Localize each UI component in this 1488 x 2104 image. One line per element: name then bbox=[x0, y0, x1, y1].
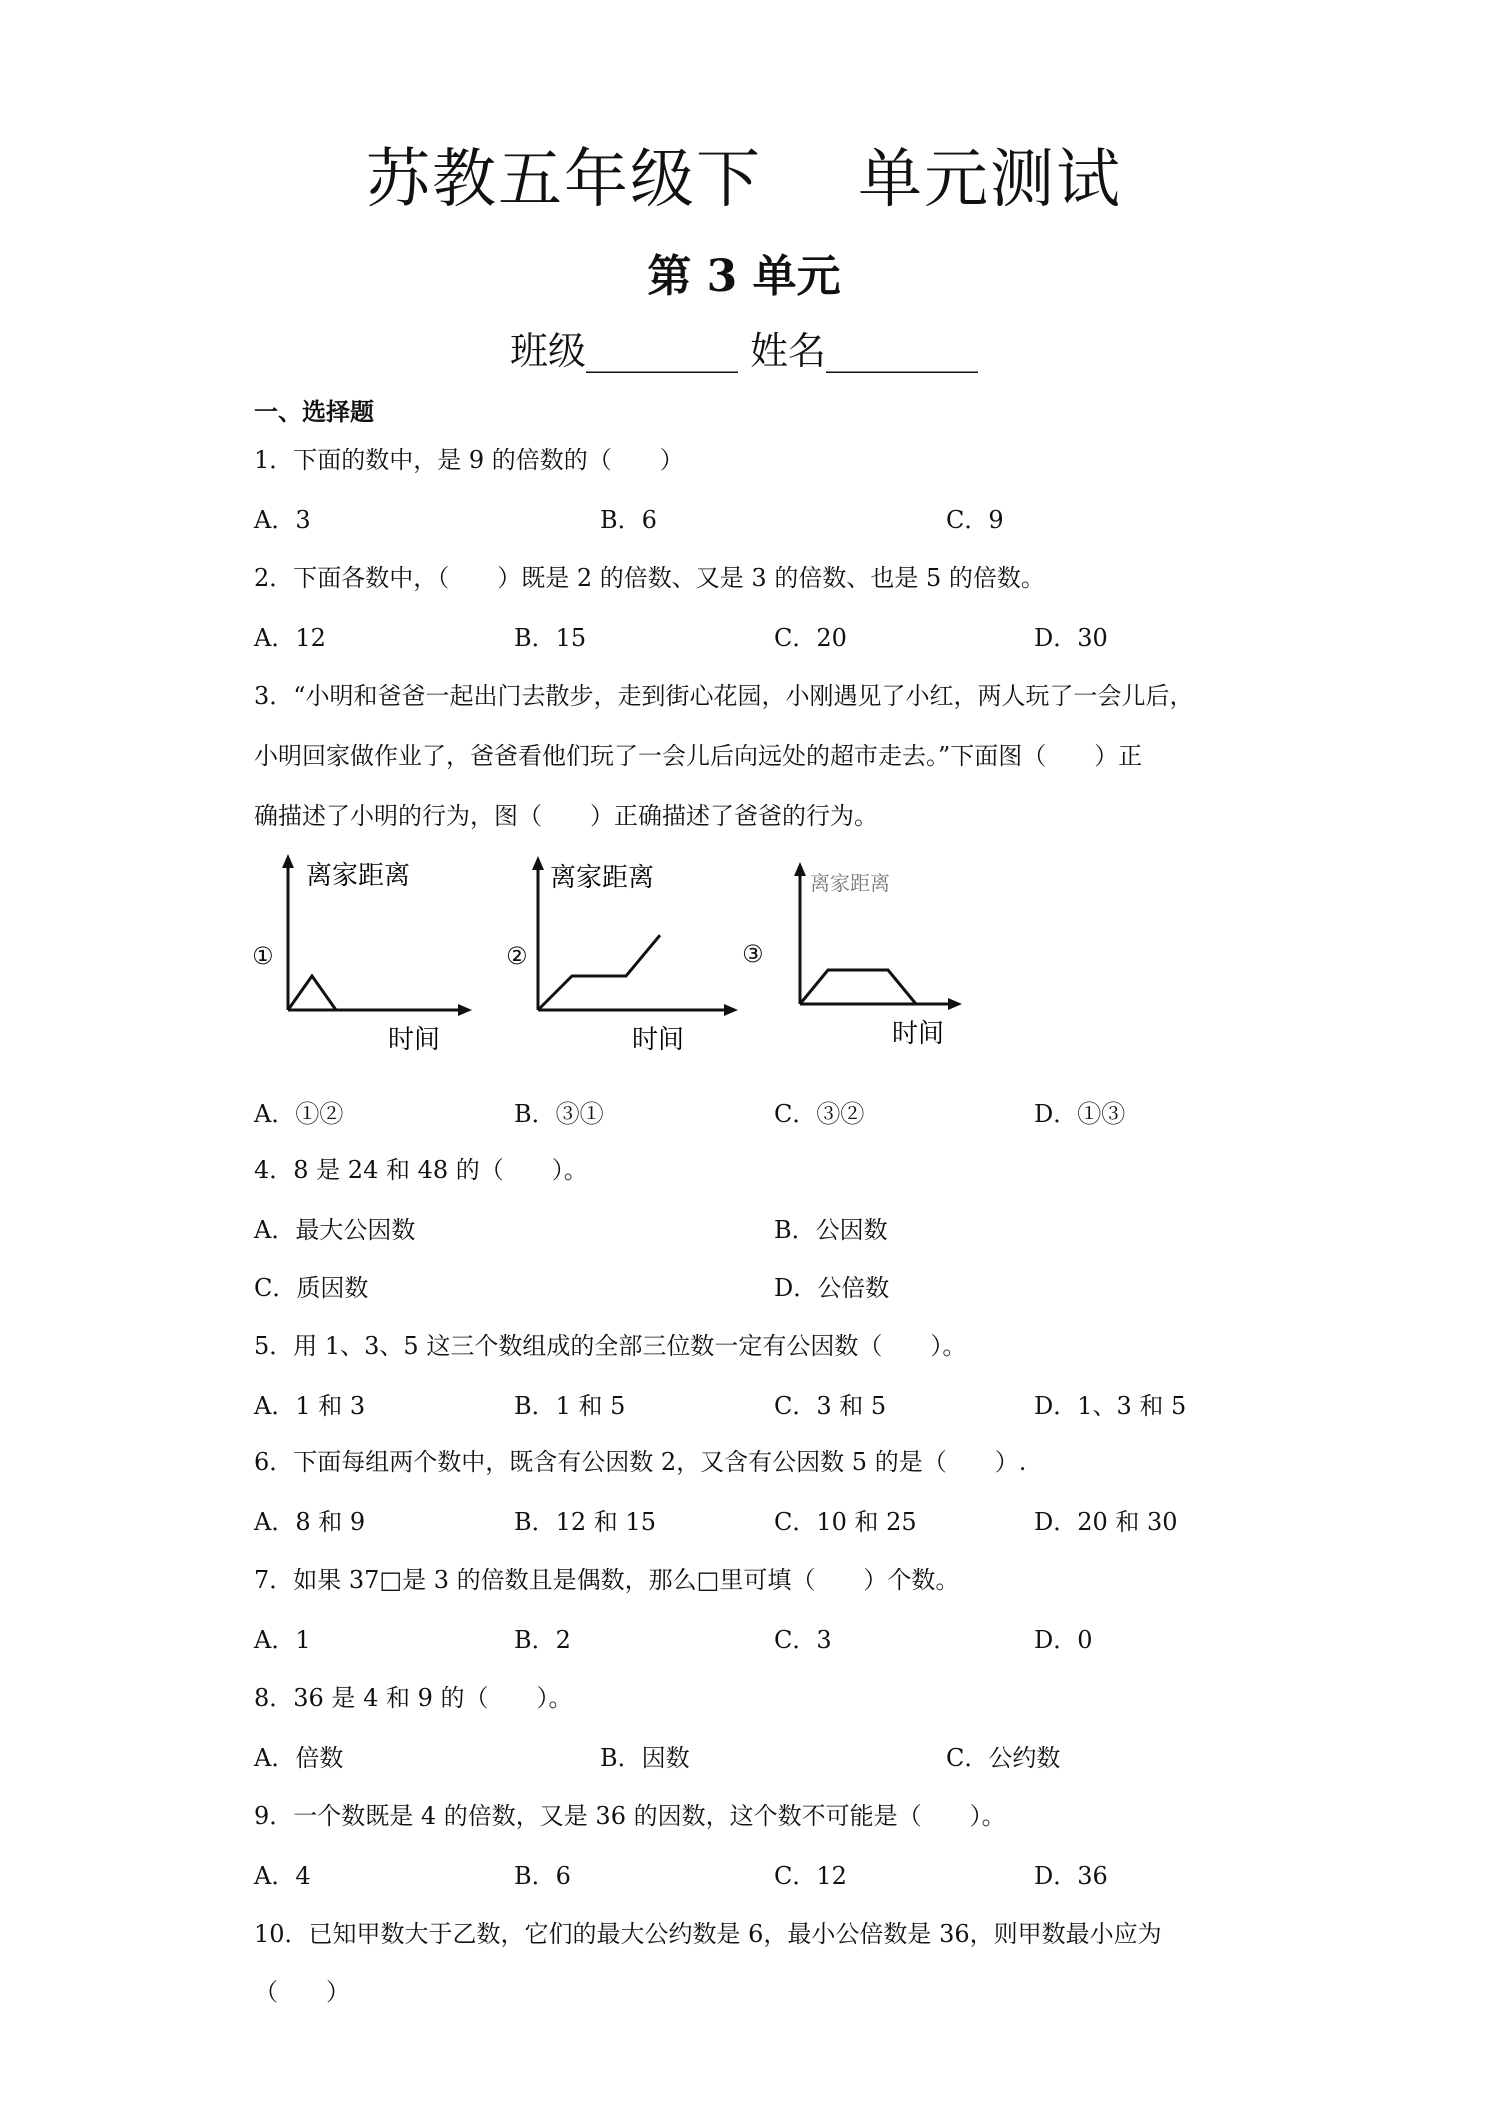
q9-option-d: D．36 bbox=[1034, 1862, 1108, 1890]
q4-option-a: A．最大公因数 bbox=[254, 1216, 416, 1244]
question-6-stem: 6．下面每组两个数中，既含有公因数 2，又含有公因数 5 的是（ ）. bbox=[254, 1448, 1027, 1476]
q9-option-c: C．12 bbox=[774, 1862, 847, 1890]
graph-1-y-arrow bbox=[282, 854, 294, 868]
q2-option-d: D．30 bbox=[1034, 624, 1108, 652]
q2-option-b: B．15 bbox=[514, 624, 587, 652]
graph-1-marker: ① bbox=[252, 942, 274, 970]
graph-3-marker: ③ bbox=[742, 940, 764, 968]
question-4-stem: 4．8 是 24 和 48 的（ ）。 bbox=[254, 1156, 588, 1184]
q1-option-b: B．6 bbox=[600, 506, 657, 534]
q3-option-b: B．③① bbox=[514, 1100, 604, 1128]
graph-2-x-arrow bbox=[724, 1004, 738, 1016]
question-3-line-3: 确描述了小明的行为，图（ ）正确描述了爸爸的行为。 bbox=[254, 802, 878, 830]
q5-option-a: A．1 和 3 bbox=[254, 1392, 366, 1420]
section-heading: 一、选择题 bbox=[254, 397, 374, 426]
q8-option-c: C．公约数 bbox=[946, 1744, 1061, 1772]
q6-option-c: C．10 和 25 bbox=[774, 1508, 917, 1536]
graph-3-x-label: 时间 bbox=[892, 1019, 945, 1049]
graph-1-line bbox=[288, 976, 458, 1010]
graph-1-x-label: 时间 bbox=[388, 1025, 441, 1055]
q6-option-d: D．20 和 30 bbox=[1034, 1508, 1178, 1536]
question-10-line-1: 10．已知甲数大于乙数，它们的最大公约数是 6，最小公倍数是 36，则甲数最小应为 bbox=[254, 1920, 1162, 1948]
q2-option-c: C．20 bbox=[774, 624, 847, 652]
page-title bbox=[0, 128, 1488, 220]
q6-option-b: B．12 和 15 bbox=[514, 1508, 656, 1536]
title-left: 苏教五年级下 bbox=[366, 143, 762, 217]
question-3-line-1: 3．“小明和爸爸一起出门去散步，走到街心花园，小刚遇见了小红，两人玩了一会儿后， bbox=[254, 682, 1194, 710]
q7-option-a: A．1 bbox=[254, 1626, 311, 1654]
graph-1-x-arrow bbox=[458, 1004, 472, 1016]
question-10-line-2: （ ） bbox=[254, 1978, 350, 2006]
graph-2-x-label: 时间 bbox=[632, 1025, 685, 1055]
q5-option-c: C．3 和 5 bbox=[774, 1392, 887, 1420]
q7-option-d: D．0 bbox=[1034, 1626, 1093, 1654]
question-7-stem: 7．如果 37□是 3 的倍数且是偶数，那么□里可填（ ）个数。 bbox=[254, 1566, 960, 1594]
graph-2 bbox=[532, 852, 752, 1062]
question-5-stem: 5．用 1、3、5 这三个数组成的全部三位数一定有公因数（ ）。 bbox=[254, 1332, 967, 1360]
graph-1-y-label: 离家距离 bbox=[306, 861, 411, 891]
q4-option-d: D．公倍数 bbox=[774, 1274, 890, 1302]
q6-option-a: A．8 和 9 bbox=[254, 1508, 366, 1536]
q3-option-c: C．③② bbox=[774, 1100, 865, 1128]
q3-option-a: A．①② bbox=[254, 1100, 344, 1128]
q4-option-b: B．公因数 bbox=[774, 1216, 888, 1244]
graph-2-y-arrow bbox=[532, 856, 544, 870]
question-1-stem: 1．下面的数中，是 9 的倍数的（ ） bbox=[254, 446, 684, 474]
q2-option-a: A．12 bbox=[254, 624, 326, 652]
graph-3-y-arrow bbox=[794, 862, 806, 876]
graph-1 bbox=[282, 850, 482, 1060]
q1-option-c: C．9 bbox=[946, 506, 1004, 534]
q1-option-a: A．3 bbox=[254, 506, 311, 534]
question-9-stem: 9．一个数既是 4 的倍数，又是 36 的因数，这个数不可能是（ ）。 bbox=[254, 1802, 1006, 1830]
q7-option-b: B．2 bbox=[514, 1626, 571, 1654]
graph-3 bbox=[794, 858, 974, 1056]
graph-3-y-label: 离家距离 bbox=[810, 871, 890, 895]
q7-option-c: C．3 bbox=[774, 1626, 832, 1654]
graph-2-marker: ② bbox=[506, 942, 528, 970]
question-8-stem: 8．36 是 4 和 9 的（ ）。 bbox=[254, 1684, 573, 1712]
q5-option-d: D．1、3 和 5 bbox=[1034, 1392, 1187, 1420]
graph-2-line bbox=[538, 935, 660, 1010]
question-3-line-2: 小明回家做作业了，爸爸看他们玩了一会儿后向远处的超市走去。”下面图（ ）正 bbox=[254, 742, 1143, 770]
q5-option-b: B．1 和 5 bbox=[514, 1392, 626, 1420]
q8-option-a: A．倍数 bbox=[254, 1744, 344, 1772]
question-2-stem: 2．下面各数中，（ ）既是 2 的倍数、又是 3 的倍数、也是 5 的倍数。 bbox=[254, 564, 1045, 592]
graph-2-y-label: 离家距离 bbox=[550, 863, 655, 893]
q9-option-a: A．4 bbox=[254, 1862, 311, 1890]
q4-option-c: C．质因数 bbox=[254, 1274, 369, 1302]
unit-subtitle: 第 3 单元 bbox=[647, 251, 841, 302]
graph-3-line bbox=[800, 970, 916, 1004]
q8-option-b: B．因数 bbox=[600, 1744, 690, 1772]
q9-option-b: B．6 bbox=[514, 1862, 571, 1890]
graph-3-x-arrow bbox=[948, 998, 962, 1010]
q3-option-d: D．①③ bbox=[1034, 1100, 1126, 1128]
class-name-line: 班级________ 姓名________ bbox=[509, 329, 979, 373]
title-right: 单元测试 bbox=[858, 143, 1122, 217]
